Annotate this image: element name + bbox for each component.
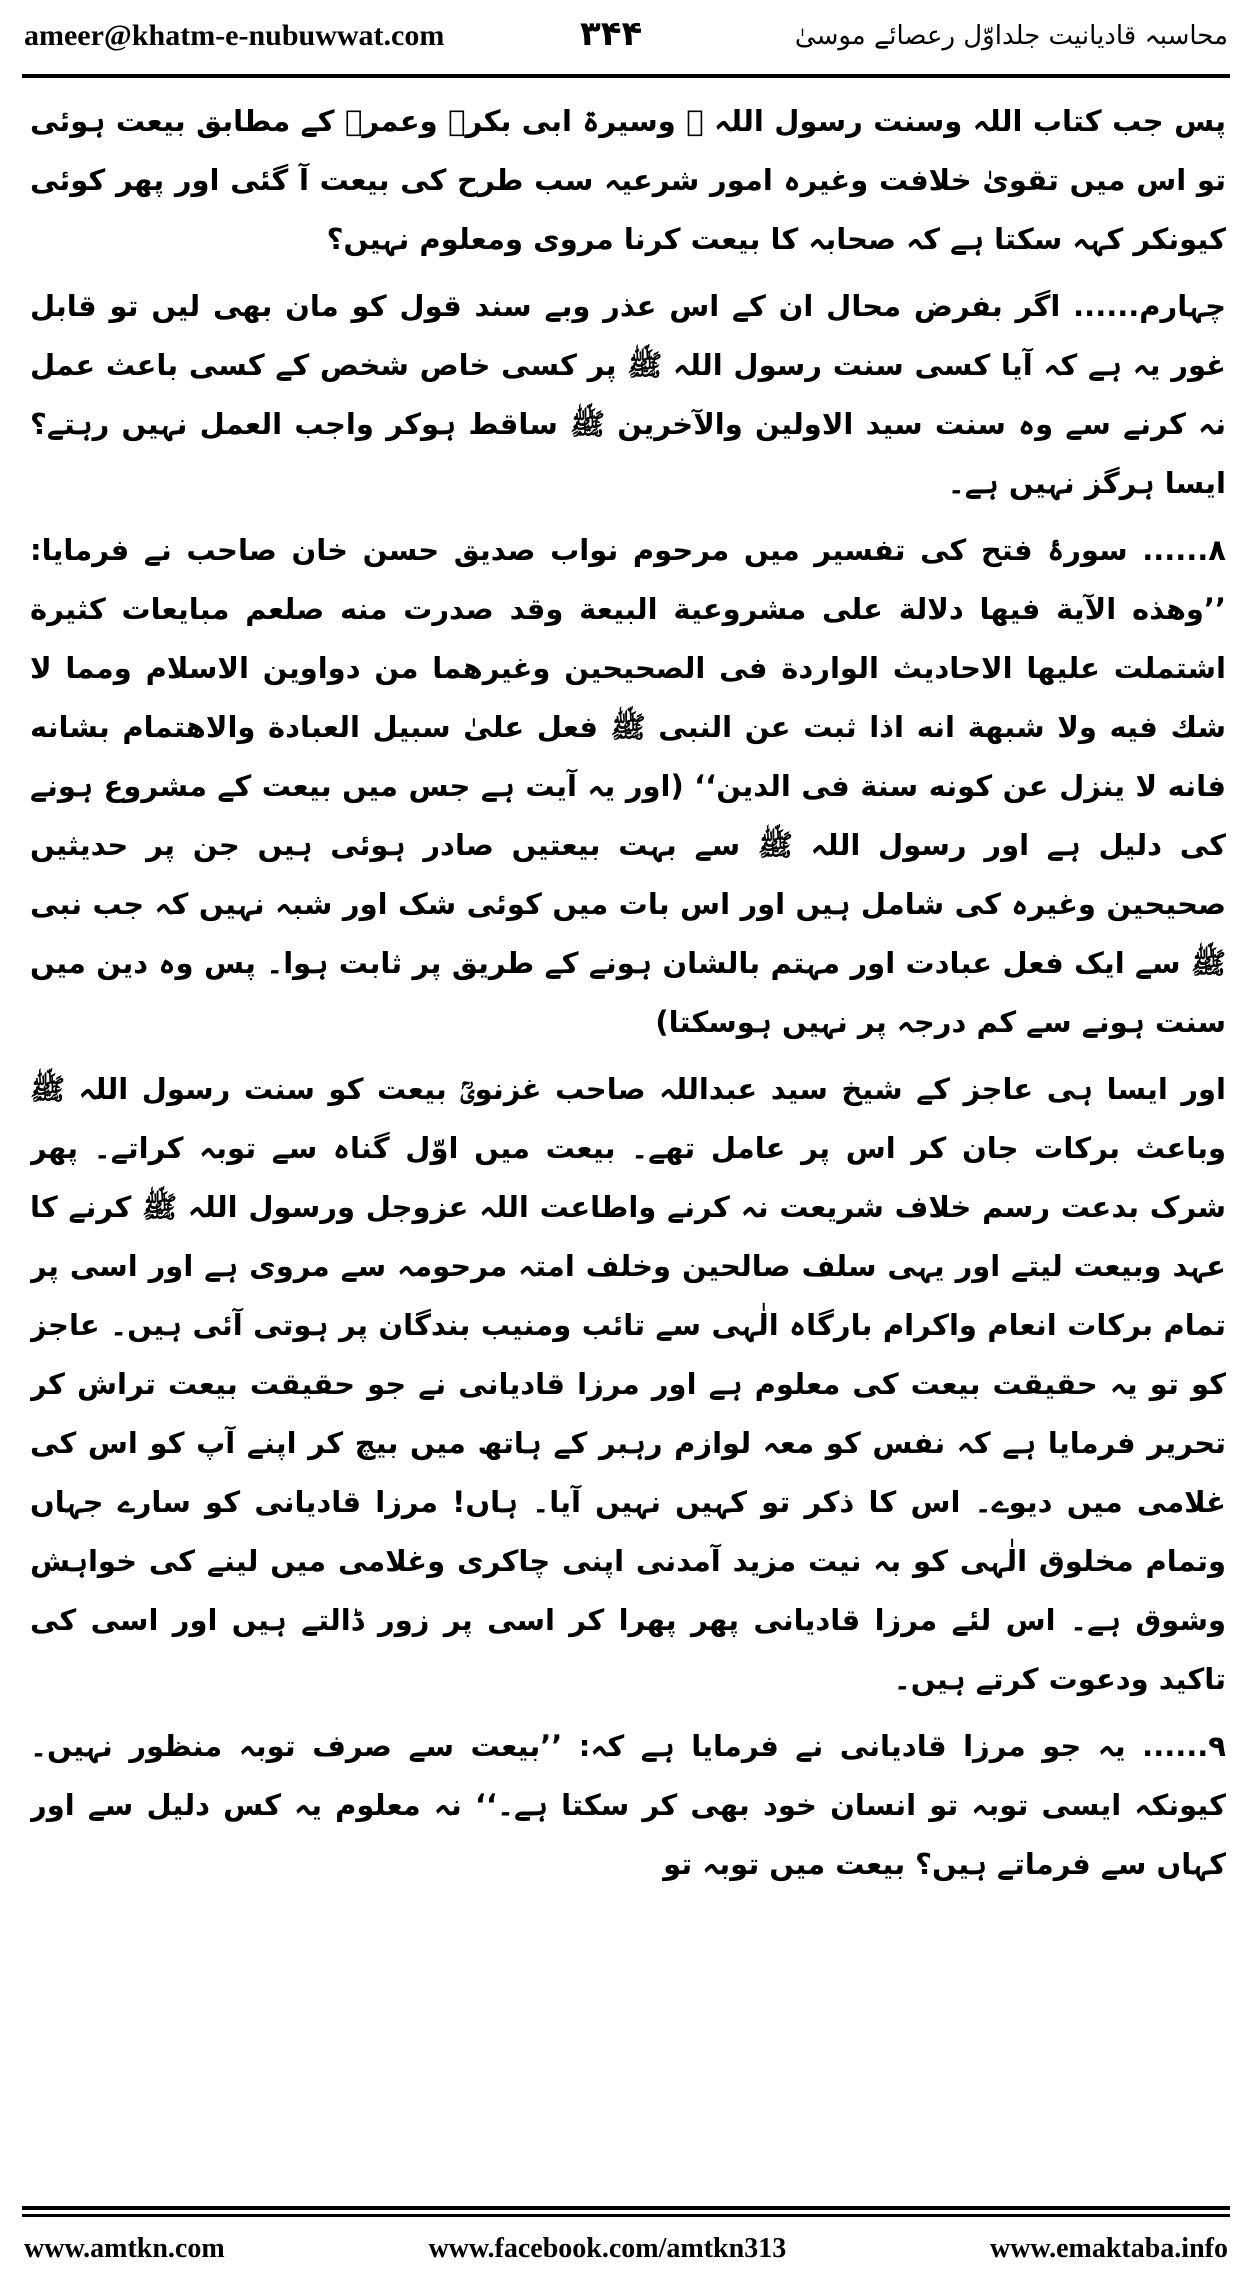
page-footer xyxy=(24,2224,1228,2274)
page-body xyxy=(30,92,1226,2196)
footer-link-facebook[interactable]: www.facebook.com/amtkn313 xyxy=(428,2233,787,2264)
paragraph-2: چہارم...... اگر بفرض محال ان کے اس عذر وبے سند قول کو مان بھی لیں تو قابل غور یہ ہے کہ آیا کسی سنت رسول اللہ ﷺ پر کسی خاص شخص کے کسی باعث عمل نہ کرنے سے وہ سنت سید الاولین والآخرین ﷺ ساقط ہوکر واجب العمل نہیں رہتے؟ ایسا ہرگز نہیں ہے۔ xyxy=(30,289,1226,500)
paragraph-3: ۸...... سورۂ فتح کی تفسیر میں مرحوم نواب صدیق حسن خان صاحب نے فرمایا: ’’وهذه الآية فيها دلالة على مشروعية البيعة وقد صدرت منه صلعم مبايعات كثيرة اشتملت عليها الاحاديث الواردة فى الصحيحين وغيرهما من دواوين الاسلام ومما لا شك فيه ولا شبهة انه اذا ثبت عن النبى ﷺ فعل علىٰ سبيل العبادة والاهتمام بشانه فانه لا ينزل عن كونه سنة فى الدين‘‘ (اور یہ آیت ہے جس میں بیعت کے مشروع ہونے کی دلیل ہے اور رسول اللہ ﷺ سے بہت بیعتیں صادر ہوئی ہیں جن پر حدیثیں صحیحین وغیرہ کی شامل ہیں اور اس بات میں کوئی شک اور شبہ نہیں کہ جب نبی ﷺ سے ایک فعل عبادت اور مہتم بالشان ہونے کے طریق پر ثابت ہوا۔ پس وہ دین میں سنت ہونے سے کم درجہ پر نہیں ہوسکتا) xyxy=(30,533,1226,1039)
header-rule xyxy=(22,74,1230,78)
footer-rule xyxy=(22,2206,1230,2210)
page-number: ۳۴۴ xyxy=(580,14,643,54)
book-title: محاسبہ قادیانیت جلداوّل رعصائے موسیٰ xyxy=(794,21,1228,51)
paragraph-1: پس جب کتاب اللہ وسنت رسول اللہ ﷺ وسیرۃ ابی بکرؓ وعمرؓ کے مطابق بیعت ہوئی تو اس میں تقویٰ خلافت وغیرہ امور شرعیہ سب طرح کی بیعت آ گئی اور پھر کوئی کیونکر کہہ سکتا ہے کہ صحابہ کا بیعت کرنا مروی ومعلوم نہیں؟ xyxy=(30,104,1226,256)
footer-link-emaktaba[interactable]: www.emaktaba.info xyxy=(989,2233,1228,2264)
footer-rule-2 xyxy=(22,2214,1230,2217)
header-email: ameer@khatm-e-nubuwwat.com xyxy=(24,19,445,52)
paragraph-5: ۹...... یہ جو مرزا قادیانی نے فرمایا ہے کہ: ’’بیعت سے صرف توبہ منظور نہیں۔ کیونکہ ایسی توبہ تو انسان خود بھی کر سکتا ہے۔‘‘ نہ معلوم یہ کس دلیل سے اور کہاں سے فرماتے ہیں؟ بیعت میں توبہ تو xyxy=(30,1729,1226,1881)
footer-link-amtkn[interactable]: www.amtkn.com xyxy=(24,2233,225,2264)
paragraph-4: اور ایسا ہی عاجز کے شیخ سید عبداللہ صاحب غزنویؒ بیعت کو سنت رسول اللہ ﷺ وباعث برکات جان کر اس پر عامل تھے۔ بیعت میں اوّل گناہ سے توبہ کراتے۔ پھر شرک بدعت رسم خلاف شریعت نہ کرنے واطاعت اللہ عزوجل ورسول اللہ ﷺ کرنے کا عہد وبیعت لیتے اور یہی سلف صالحین وخلف امتہ مرحومہ سے مروی ہے اور اسی پر تمام برکات انعام واکرام بارگاہ الٰہی سے تائب ومنیب بندگان پر ہوتی آئی ہیں۔ عاجز کو تو یہ حقیقت بیعت کی معلوم ہے اور مرزا قادیانی نے جو حقیقت بیعت تراش کر تحریر فرمایا ہے کہ نفس کو معہ لوازم رہبر کے ہاتھ میں بیچ کر اپنے آپ کو اس کی غلامی میں دیوے۔ اس کا ذکر تو کہیں نہیں آیا۔ ہاں! مرزا قادیانی کو سارے جہاں وتمام مخلوق الٰہی کو بہ نیت مزید آمدنی اپنی چاکری وغلامی میں لینے کی خواہش وشوق ہے۔ اس لئے مرزا قادیانی پھر پھرا کر اسی پر زور ڈالتے ہیں اور اسی کی تاکید ودعوت کرتے ہیں۔ xyxy=(30,1072,1226,1696)
